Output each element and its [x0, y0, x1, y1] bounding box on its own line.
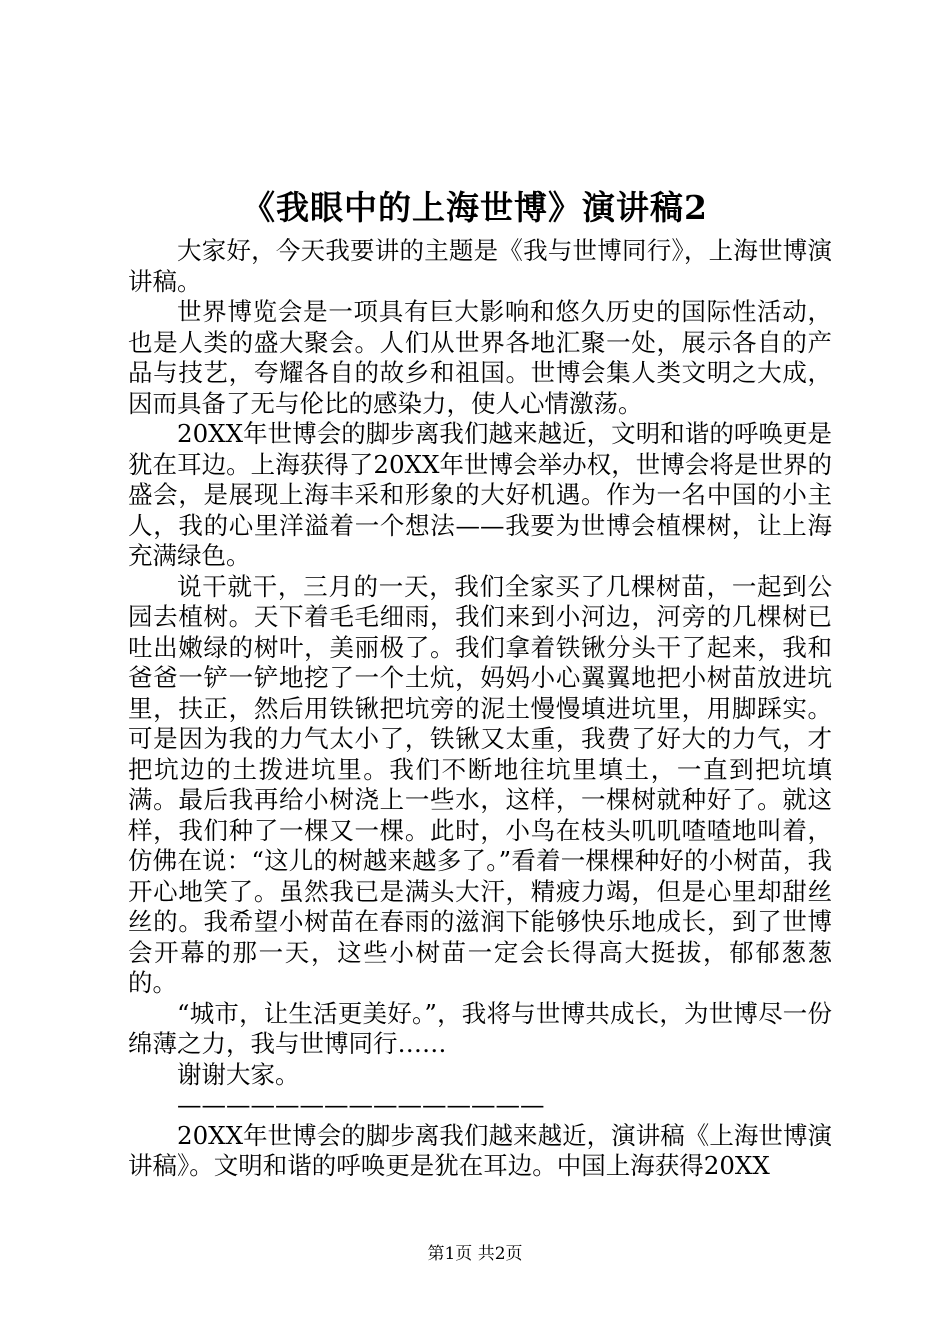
paragraph-greeting: 大家好，今天我要讲的主题是《我与世博同行》，上海世博演讲稿。	[128, 236, 832, 296]
page-footer: 第1页 共2页	[427, 1244, 523, 1264]
section-separator: ———————————————	[177, 1090, 545, 1119]
paragraph-closing: “城市，让生活更美好。”，我将与世博共成长，为世博尽一份绵薄之力，我与世博同行……	[128, 998, 832, 1058]
paragraph-expo-intro: 世界博览会是一项具有巨大影响和悠久历史的国际性活动，也是人类的盛大聚会。人们从世界各地汇聚一处，展示各自的产品与技艺，夸耀各自的故乡和祖国。世博会集人类文明之大成，因而具备了无与伦比的感染力，使人心情激荡。	[128, 297, 832, 418]
paragraph-expo-host: 20XX年世博会的脚步离我们越来越近，文明和谐的呼唤更是犹在耳边。上海获得了20XX年世博会举办权，世博会将是世界的盛会，是展现上海丰采和形象的大好机遇。作为一名中国的小主人，我的心里洋溢着一个想法——我要为世博会植棵树，让上海充满绿色。	[128, 419, 832, 570]
document-body	[128, 236, 832, 1182]
paragraph-thanks: 谢谢大家。	[177, 1059, 300, 1089]
paragraph-tree-planting: 说干就干，三月的一天，我们全家买了几棵树苗，一起到公园去植树。天下着毛毛细雨，我们来到小河边，河旁的几棵树已吐出嫩绿的树叶，美丽极了。我们拿着铁锹分头干了起来，我和爸爸一铲一铲地挖了一个土炕，妈妈小心翼翼地把小树苗放进坑里，扶正，然后用铁锹把坑旁的泥土慢慢填进坑里，用脚踩实。可是因为我的力气太小了，铁锹又太重，我费了好大的力气，才把坑边的土拨进坑里。我们不断地往坑里填土，一直到把坑填满。最后我再给小树浇上一些水，这样，一棵树就种好了。就这样，我们种了一棵又一棵。此时，小鸟在枝头叽叽喳喳地叫着，仿佛在说：“这儿的树越来越多了。”看着一棵棵种好的小树苗，我开心地笑了。虽然我已是满头大汗，精疲力竭，但是心里却甜丝丝的。我希望小树苗在春雨的滋润下能够快乐地成长，到了世博会开幕的那一天，这些小树苗一定会长得高大挺拔，郁郁葱葱的。	[128, 571, 832, 997]
paragraph-second-article: 20XX年世博会的脚步离我们越来越近，演讲稿《上海世博演讲稿》。文明和谐的呼唤更是犹在耳边。中国上海获得20XX	[128, 1120, 832, 1180]
document-title: 《我眼中的上海世博》演讲稿2	[242, 188, 708, 227]
